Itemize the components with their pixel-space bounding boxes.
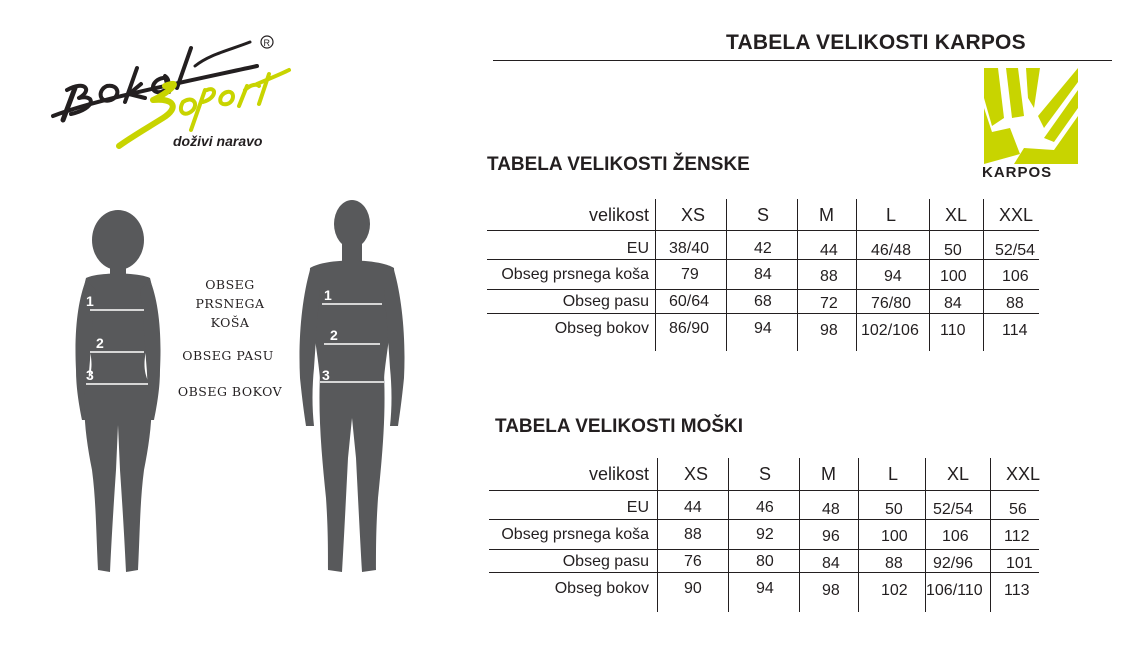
table-cell: 110	[940, 322, 966, 339]
karpos-wordmark: KARPOS	[982, 164, 1053, 181]
brand-tagline: doživi naravo	[173, 133, 263, 149]
svg-text:R: R	[263, 38, 270, 48]
table-cell: 106	[942, 528, 969, 545]
table-cell: 52/54	[933, 501, 974, 518]
table-rule	[487, 289, 1039, 290]
table-rule	[489, 572, 1039, 573]
table-cell: 106/110	[926, 582, 983, 599]
table-col-rule	[929, 199, 930, 351]
size-header-label: velikost	[588, 464, 649, 484]
table-col-rule	[925, 458, 926, 612]
table-cell: 98	[822, 582, 840, 599]
size-col-s: S	[757, 205, 770, 225]
table-cell: 84	[944, 295, 962, 312]
table-cell: 88	[1006, 295, 1024, 312]
size-col-s: S	[759, 464, 772, 484]
row-label-eu: EU	[626, 240, 649, 257]
chest-label: OBSEG PRSNEGA KOŠA	[195, 277, 265, 330]
table-cell: 84	[754, 266, 772, 283]
table-cell: 94	[754, 320, 772, 337]
table-cell: 94	[756, 580, 774, 597]
size-col-xs: XS	[681, 205, 706, 225]
table-cell: 52/54	[995, 242, 1036, 259]
table-rule	[487, 313, 1039, 314]
table-cell: 79	[681, 266, 699, 283]
table-col-rule	[655, 199, 656, 351]
row-label-chest: Obseg prsnega koša	[501, 526, 649, 543]
table-cell: 76	[684, 553, 702, 570]
row-label-chest: Obseg prsnega koša	[501, 266, 649, 283]
table-cell: 88	[820, 268, 838, 285]
marker-2: 2	[96, 335, 104, 351]
title-divider	[493, 60, 1112, 61]
size-header-label: velikost	[588, 205, 649, 225]
size-col-xl: XL	[947, 464, 970, 484]
size-col-xl: XL	[945, 205, 968, 225]
table-cell: 44	[684, 499, 702, 516]
table-cell: 106	[1002, 268, 1029, 285]
table-cell: 98	[820, 322, 838, 339]
table-cell: 92/96	[933, 555, 974, 572]
row-label-waist: Obseg pasu	[562, 553, 649, 570]
table-cell: 88	[885, 555, 903, 572]
table-cell: 44	[820, 242, 838, 259]
table-cell: 60/64	[669, 293, 710, 310]
table-cell: 42	[754, 240, 772, 257]
table-cell: 96	[822, 528, 840, 545]
marker-2: 2	[330, 327, 338, 343]
table-cell: 102/106	[861, 322, 919, 339]
table-cell: 68	[754, 293, 772, 310]
waist-label: OBSEG PASU	[182, 348, 274, 363]
table-cell: 94	[884, 268, 902, 285]
table-rule	[489, 549, 1039, 550]
table-cell: 50	[885, 501, 903, 518]
table-cell: 101	[1006, 555, 1033, 572]
table-cell: 88	[684, 526, 702, 543]
row-label-hips: Obseg bokov	[554, 580, 649, 597]
marker-3: 3	[86, 367, 94, 383]
table-cell: 102	[881, 582, 908, 599]
table-cell: 100	[940, 268, 967, 285]
table-cell: 48	[822, 501, 840, 518]
marker-1: 1	[86, 293, 94, 309]
page-title: TABELA VELIKOSTI KARPOS	[726, 31, 1026, 54]
female-figure-illustration	[68, 210, 168, 580]
row-label-hips: Obseg bokov	[554, 320, 649, 337]
size-col-l: L	[886, 205, 897, 225]
table-cell: 80	[756, 553, 774, 570]
table-col-rule	[856, 199, 857, 351]
table-col-rule	[728, 458, 729, 612]
male-figure-illustration	[296, 198, 408, 580]
row-label-waist: Obseg pasu	[562, 293, 649, 310]
table-rule	[487, 230, 1039, 231]
table-col-rule	[726, 199, 727, 351]
table-cell: 86/90	[669, 320, 710, 337]
table-cell: 56	[1009, 501, 1027, 518]
table-cell: 72	[820, 295, 838, 312]
marker-3: 3	[322, 367, 330, 383]
table-cell: 113	[1004, 582, 1030, 599]
men-table-title: TABELA VELIKOSTI MOŠKI	[495, 416, 744, 437]
size-col-xxl: XXL	[999, 205, 1034, 225]
table-cell: 90	[684, 580, 702, 597]
table-col-rule	[983, 199, 984, 351]
size-col-xs: XS	[684, 464, 709, 484]
table-cell: 112	[1004, 528, 1030, 545]
karpos-hand-logo	[984, 68, 1078, 164]
size-col-m: M	[821, 464, 836, 484]
size-col-xxl: XXL	[1006, 464, 1041, 484]
size-col-l: L	[888, 464, 899, 484]
table-col-rule	[858, 458, 859, 612]
table-cell: 114	[1002, 322, 1028, 339]
table-cell: 46/48	[871, 242, 912, 259]
marker-1: 1	[324, 287, 332, 303]
table-rule	[489, 490, 1039, 491]
table-rule	[489, 519, 1039, 520]
women-table-title: TABELA VELIKOSTI ŽENSKE	[487, 154, 750, 175]
table-cell: 76/80	[871, 295, 912, 312]
table-cell: 84	[822, 555, 840, 572]
table-cell: 50	[944, 242, 962, 259]
table-cell: 100	[881, 528, 908, 545]
table-cell: 92	[756, 526, 774, 543]
table-rule	[487, 259, 1039, 260]
table-col-rule	[657, 458, 658, 612]
table-col-rule	[799, 458, 800, 612]
table-cell: 38/40	[669, 240, 710, 257]
size-col-m: M	[819, 205, 834, 225]
hips-label: OBSEG BOKOV	[177, 384, 283, 399]
table-col-rule	[990, 458, 991, 612]
table-cell: 46	[756, 499, 774, 516]
row-label-eu: EU	[626, 499, 649, 516]
table-col-rule	[797, 199, 798, 351]
